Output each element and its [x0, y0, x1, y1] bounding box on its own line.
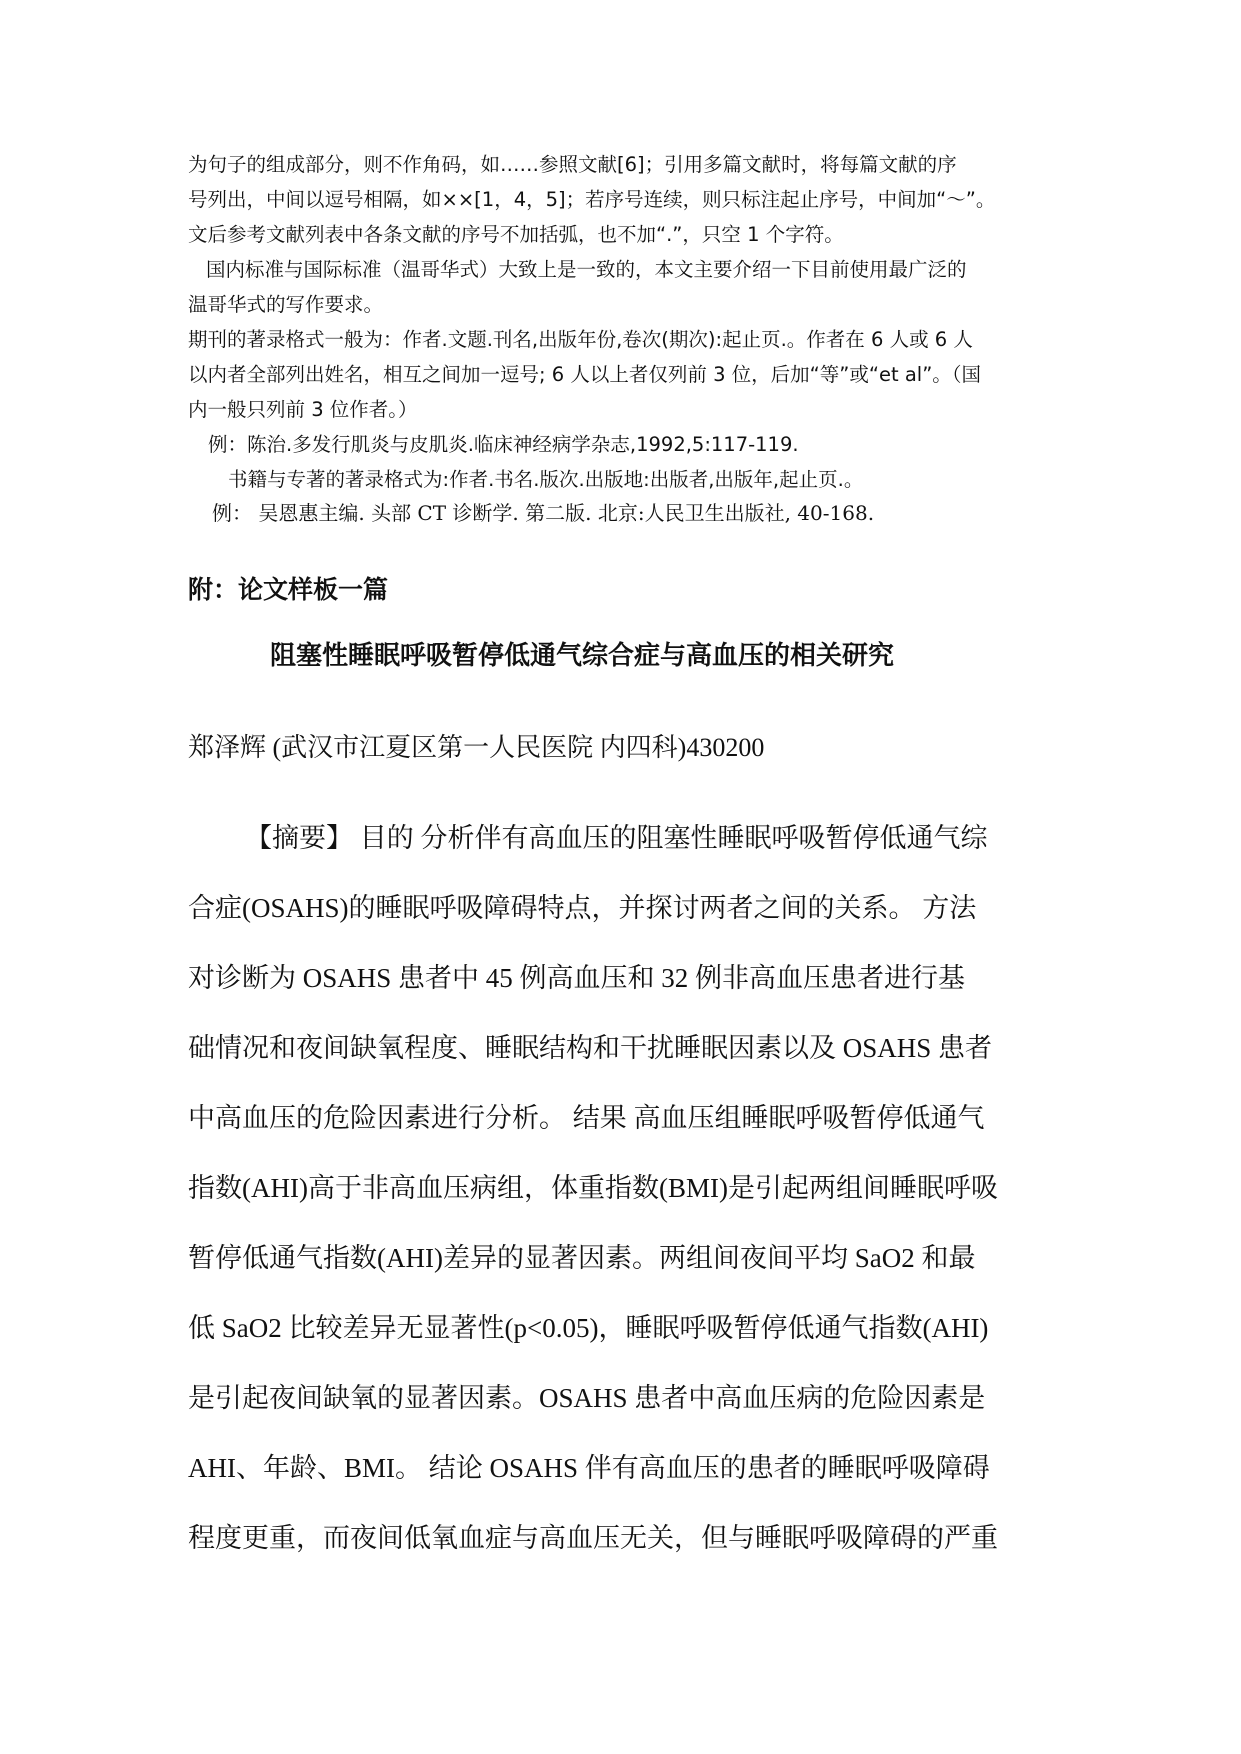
paper-title: 阻塞性睡眠呼吸暂停低通气综合症与高血压的相关研究	[270, 641, 895, 671]
abstract-line: 合症(OSAHS)的睡眠呼吸障碍特点，并探讨两者之间的关系。 方法	[188, 893, 977, 923]
abstract-line: 【摘要】 目的 分析伴有高血压的阻塞性睡眠呼吸暂停低通气综	[245, 823, 988, 853]
abstract-line: 程度更重，而夜间低氧血症与高血压无关，但与睡眠呼吸障碍的严重	[188, 1523, 998, 1553]
intro-line: 以内者全部列出姓名，相互之间加一逗号; 6 人以上者仅列前 3 位，后加“等”或“et al”。（国	[188, 363, 982, 386]
abstract-line: 对诊断为 OSAHS 患者中 45 例高血压和 32 例非高血压患者进行基	[188, 963, 966, 993]
author-line: 郑泽辉 (武汉市江夏区第一人民医院 内四科)430200	[188, 733, 765, 762]
abstract-line: 暂停低通气指数(AHI)差异的显著因素。两组间夜间平均 SaO2 和最	[188, 1243, 976, 1273]
intro-line: 温哥华式的写作要求。	[188, 293, 384, 316]
intro-line: 文后参考文献列表中各条文献的序号不加括弧，也不加“.”，只空 1 个字符。	[188, 223, 844, 246]
abstract-line: 中高血压的危险因素进行分析。 结果 高血压组睡眠呼吸暂停低通气	[188, 1103, 985, 1133]
intro-line: 国内标准与国际标准（温哥华式）大致上是一致的，本文主要介绍一下目前使用最广泛的	[206, 258, 967, 281]
abstract-line: 指数(AHI)高于非高血压病组，体重指数(BMI)是引起两组间睡眠呼吸	[188, 1173, 998, 1203]
book-format-line: 书籍与专著的著录格式为:作者.书名.版次.出版地:出版者,出版年,起止页.。	[228, 468, 864, 491]
abstract-line: 是引起夜间缺氧的显著因素。OSAHS 患者中高血压病的危险因素是	[188, 1383, 986, 1413]
abstract-line: AHI、年龄、BMI。 结论 OSAHS 伴有高血压的患者的睡眠呼吸障碍	[188, 1453, 990, 1483]
intro-line: 期刊的著录格式一般为：作者.文题.刊名,出版年份,卷次(期次):起止页.。作者在 6 人或 6 人	[188, 328, 973, 351]
abstract-line: 础情况和夜间缺氧程度、睡眠结构和干扰睡眠因素以及 OSAHS 患者	[188, 1033, 993, 1063]
abstract-line: 低 SaO2 比较差异无显著性(p<0.05)，睡眠呼吸暂停低通气指数(AHI)	[188, 1313, 989, 1343]
intro-line: 为句子的组成部分，则不作角码，如……参照文献[6]；引用多篇文献时，将每篇文献的序	[188, 153, 957, 176]
book-example: 例： 吴恩惠主编. 头部 CT 诊断学. 第二版. 北京:人民卫生出版社, 40-168.	[212, 501, 875, 525]
journal-example: 例：陈治.多发行肌炎与皮肌炎.临床神经病学杂志,1992,5:117-119.	[208, 433, 799, 456]
appendix-heading: 附：论文样板一篇	[188, 575, 389, 604]
intro-line: 内一般只列前 3 位作者。）	[188, 398, 418, 421]
intro-line: 号列出，中间以逗号相隔，如××[1，4，5]；若序号连续，则只标注起止序号，中间加“～”。	[188, 188, 996, 211]
